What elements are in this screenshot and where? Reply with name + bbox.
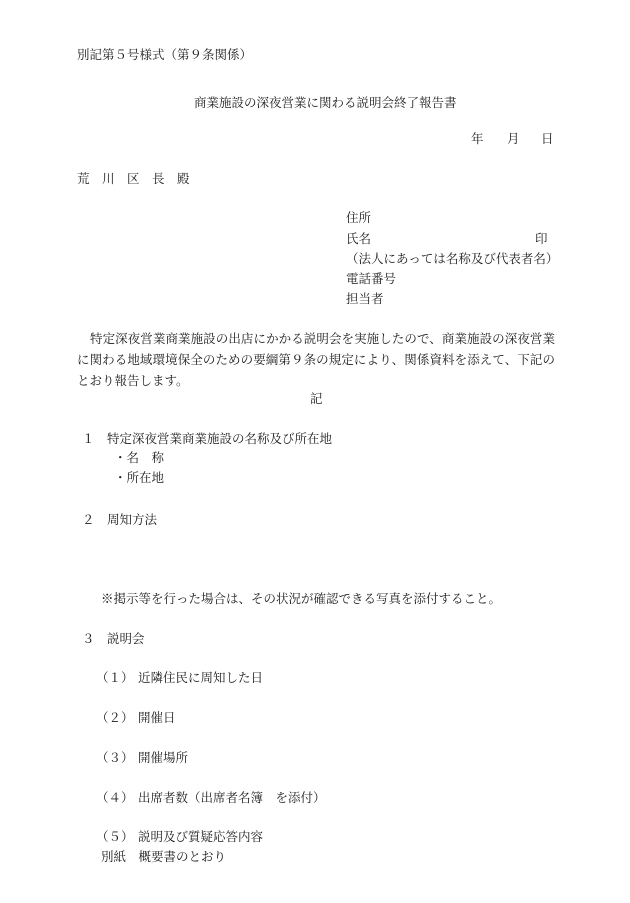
ki-marker: 記: [310, 391, 323, 406]
document-title: 商業施設の深夜営業に関わる説明会終了報告書: [194, 95, 457, 110]
date-day: 日: [541, 131, 554, 146]
section1-item-name: ・名 称: [114, 450, 165, 465]
seal-mark: 印: [535, 231, 548, 246]
form-label: 別記第５号様式（第９条関係）: [77, 47, 253, 62]
section3-item-3-label: 開催場所: [138, 750, 189, 765]
attachment-note: 別紙 概要書のとおり: [101, 849, 227, 864]
section3-item-5-label: 説明及び質疑応答内容: [138, 829, 264, 844]
addressee: 荒 川 区 長 殿: [77, 171, 190, 186]
section2-note: ※掲示等を行った場合は、その状況が確認できる写真を添付すること。: [101, 591, 502, 606]
date-month: 月: [507, 131, 520, 146]
section3-heading: ３ 説明会: [82, 631, 145, 646]
section3-item-3-num: （３）: [96, 750, 134, 765]
applicant-name-label: 氏名: [346, 231, 372, 246]
body-paragraph: 特定深夜営業商業施設の出店にかかる説明会を実施したので、商業施設の深夜営業に関わる地域環境保全のための要綱第９条の規定により、関係資料を添えて、下記のとおり報告します。: [77, 331, 555, 388]
section3-item-2-label: 開催日: [138, 710, 176, 725]
section2-heading: ２ 周知方法: [82, 512, 158, 527]
section3-item-1-num: （１）: [96, 670, 134, 685]
section1-heading: １ 特定深夜営業商業施設の名称及び所在地: [82, 431, 333, 446]
section3-item-4-label: 出席者数（出席者名簿 を添付）: [138, 790, 326, 805]
section3-item-5-num: （５）: [96, 829, 134, 844]
applicant-address-label: 住所: [346, 210, 372, 225]
section3-item-2-num: （２）: [96, 710, 134, 725]
contact-label: 担当者: [346, 291, 384, 306]
phone-label: 電話番号: [346, 271, 397, 286]
section3-item-4-num: （４）: [96, 790, 134, 805]
corporate-note: （法人にあっては名称及び代表者名）: [346, 251, 559, 266]
section3-item-1-label: 近隣住民に周知した日: [138, 670, 264, 685]
section1-item-location: ・所在地: [114, 470, 165, 485]
date-year: 年: [471, 131, 484, 146]
